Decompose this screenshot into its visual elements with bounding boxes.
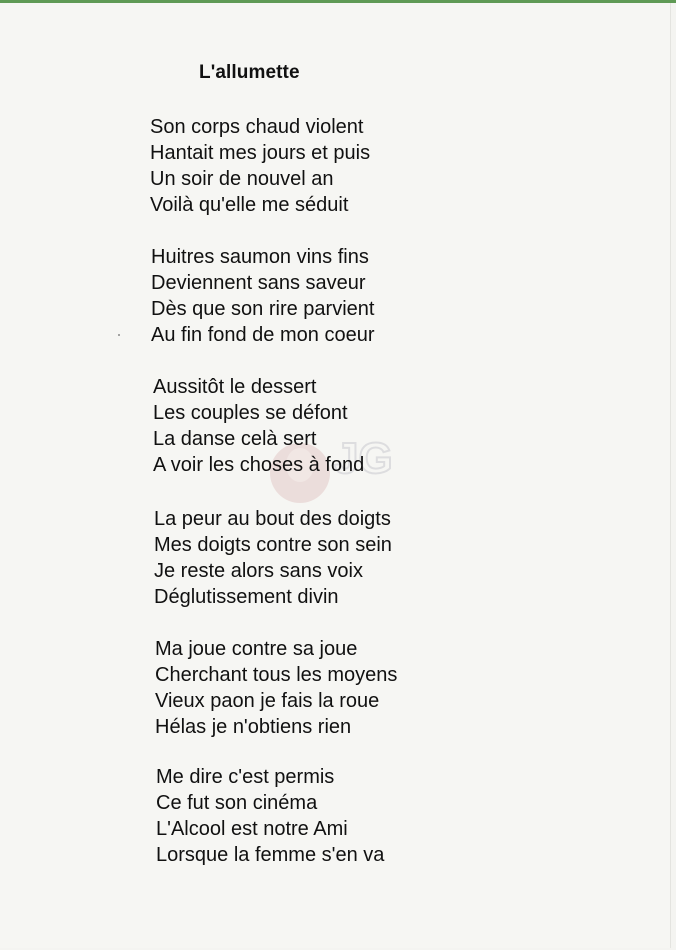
poem-line: La danse celà sert — [153, 428, 317, 450]
poem-title: L'allumette — [199, 62, 300, 83]
poem-line: Me dire c'est permis — [156, 766, 335, 788]
poem-line: A voir les choses à fond — [153, 454, 365, 476]
poem-line: Au fin fond de mon coeur — [151, 324, 375, 346]
poem-line: Un soir de nouvel an — [150, 168, 334, 190]
poem-line: La peur au bout des doigts — [154, 508, 391, 530]
poem-line: Lorsque la femme s'en va — [156, 844, 385, 866]
poem-line: L'Alcool est notre Ami — [156, 818, 348, 840]
watermark-text: JG — [334, 434, 393, 483]
stanza-1 — [150, 114, 530, 218]
poem-line: Dès que son rire parvient — [151, 298, 375, 320]
scan-speck — [118, 334, 120, 336]
poem-line: Mes doigts contre son sein — [154, 534, 392, 556]
stanza-2 — [151, 244, 531, 348]
stanza-5 — [155, 636, 535, 740]
poem-line: Deviennent sans saveur — [151, 272, 366, 294]
poem-line: Huitres saumon vins fins — [151, 246, 369, 268]
poem-line: Je reste alors sans voix — [154, 560, 363, 582]
poem-line: Ce fut son cinéma — [156, 792, 318, 814]
stanza-3 — [153, 374, 533, 478]
poem-line: Hantait mes jours et puis — [150, 142, 371, 164]
stanza-6 — [156, 764, 536, 868]
poem-line: Voilà qu'elle me séduit — [150, 194, 349, 216]
poem-line: Aussitôt le dessert — [153, 376, 317, 398]
poem-line: Hélas je n'obtiens rien — [155, 716, 352, 738]
poem-line: Déglutissement divin — [154, 586, 339, 608]
poem-line: Cherchant tous les moyens — [155, 664, 398, 686]
poem-line: Vieux paon je fais la roue — [155, 690, 380, 712]
poem-line: Les couples se défont — [153, 402, 348, 424]
poem-line: Son corps chaud violent — [150, 116, 364, 138]
poem-line: Ma joue contre sa joue — [155, 638, 358, 660]
stanza-4 — [154, 506, 534, 610]
